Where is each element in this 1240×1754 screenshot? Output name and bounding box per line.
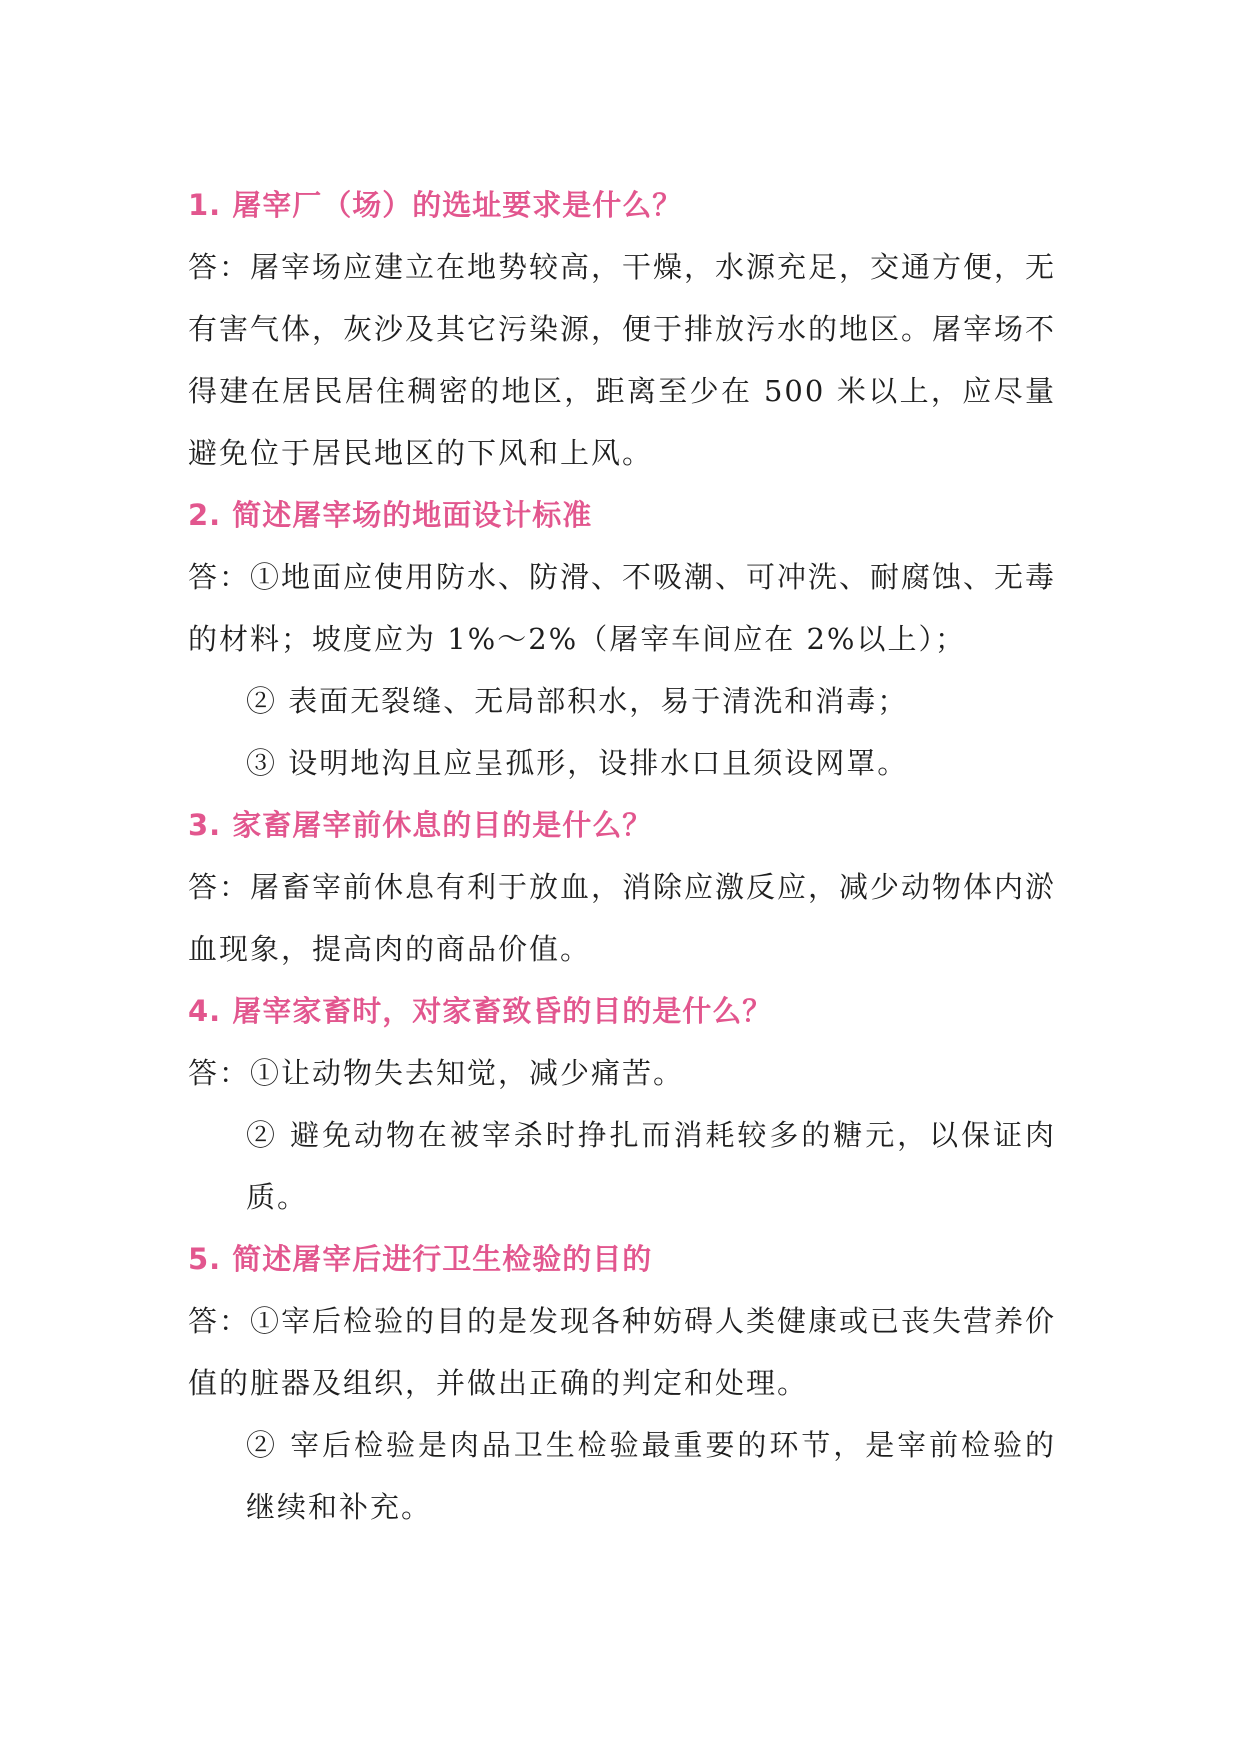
- question-1-title: 1. 屠宰厂（场）的选址要求是什么？: [188, 188, 683, 222]
- answer-5-paragraph-2: ② 宰后检验是肉品卫生检验最重要的环节，是宰前检验的继续和补充。: [246, 1428, 1056, 1524]
- answer-2-paragraph-2: ② 表面无裂缝、无局部积水，易于清洗和消毒；: [246, 684, 909, 718]
- question-5-title: 5. 简述屠宰后进行卫生检验的目的: [188, 1242, 653, 1276]
- question-4-title: 4. 屠宰家畜时，对家畜致昏的目的是什么？: [188, 994, 773, 1028]
- answer-1-paragraph: 答：屠宰场应建立在地势较高，干燥，水源充足，交通方便，无有害气体，灰沙及其它污染源，便于排放污水的地区。屠宰场不得建在居民居住稠密的地区，距离至少在 500 米以上，应尽量避免位于居民地区的下风和上风。: [188, 250, 1057, 470]
- answer-2-paragraph-3: ③ 设明地沟且应呈孤形，设排水口且须设网罩。: [246, 746, 909, 780]
- answer-2-paragraph-1: 答：①地面应使用防水、防滑、不吸潮、可冲洗、耐腐蚀、无毒的材料；坡度应为 1%～2%（屠宰车间应在 2%以上）；: [188, 560, 1057, 656]
- answer-5-paragraph-1: 答：①宰后检验的目的是发现各种妨碍人类健康或已丧失营养价值的脏器及组织，并做出正确的判定和处理。: [188, 1304, 1057, 1400]
- question-3-title: 3. 家畜屠宰前休息的目的是什么？: [188, 808, 653, 842]
- qa-document: [188, 174, 1056, 1538]
- answer-3-paragraph: 答：屠畜宰前休息有利于放血，消除应激反应，减少动物体内淤血现象，提高肉的商品价值。: [188, 870, 1057, 966]
- question-2-title: 2. 简述屠宰场的地面设计标准: [188, 498, 593, 532]
- answer-4-paragraph-1: 答：①让动物失去知觉，减少痛苦。: [188, 1056, 685, 1090]
- answer-4-paragraph-2: ② 避免动物在被宰杀时挣扎而消耗较多的糖元，以保证肉质。: [246, 1118, 1056, 1214]
